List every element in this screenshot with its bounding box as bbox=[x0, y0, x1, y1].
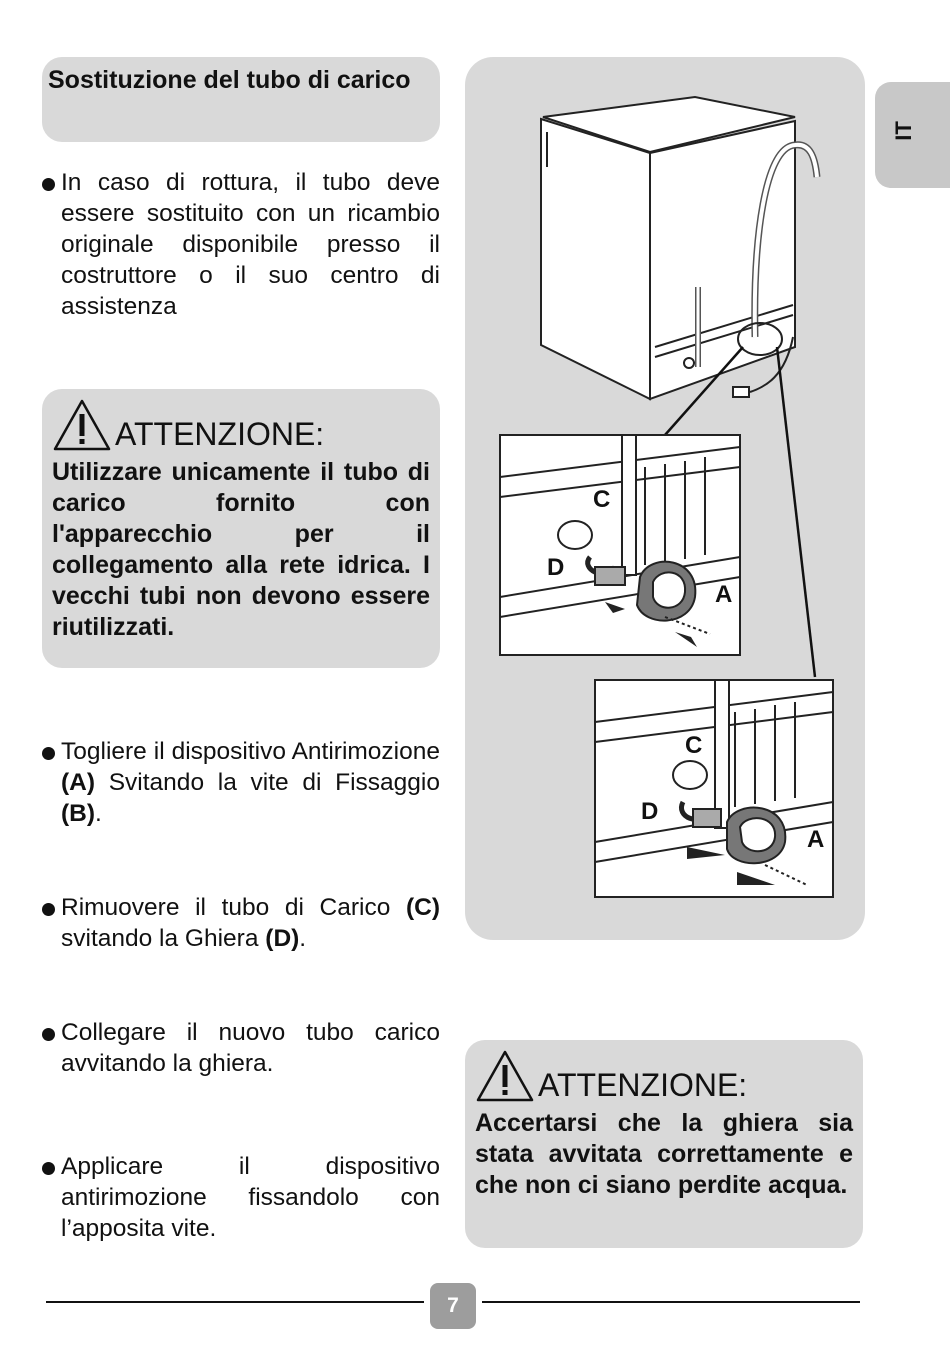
bullet-dot-icon bbox=[42, 1162, 55, 1175]
footer-rule-right bbox=[482, 1301, 860, 1303]
warning-box bbox=[42, 389, 440, 668]
installation-illustration bbox=[465, 57, 865, 940]
dishwasher-drawing bbox=[541, 97, 817, 399]
bullet-text: In caso di rottura, il tubo deve essere sostituito con un ricambio originale disponibile presso il costruttore o il suo centro di assistenza bbox=[61, 169, 440, 320]
detail-1-drawing bbox=[500, 435, 740, 655]
bullet-text: svitando la Ghiera bbox=[61, 925, 266, 952]
bullet-text: Collegare il nuovo tubo carico avvitando la ghiera. bbox=[61, 1019, 440, 1077]
warning-triangle-icon bbox=[52, 397, 112, 453]
warning-title: ATTENZIONE: bbox=[115, 416, 325, 452]
bullet-dot-icon bbox=[42, 747, 55, 760]
footer-rule-left bbox=[46, 1301, 424, 1303]
section-title: Sostituzione del tubo di carico bbox=[48, 66, 411, 94]
bullet-dot-icon bbox=[42, 903, 55, 916]
label-c-2: C bbox=[685, 732, 703, 759]
warning-title: ATTENZIONE: bbox=[538, 1067, 748, 1103]
page-number: 7 bbox=[430, 1283, 476, 1329]
warning-box bbox=[465, 1040, 863, 1248]
label-a-2: A bbox=[807, 826, 825, 853]
label-a-1: A bbox=[715, 581, 733, 608]
bullet-ref: (D) bbox=[265, 925, 300, 952]
list-item bbox=[42, 1151, 440, 1244]
bullet-text: Togliere il dispositivo Antirimozione bbox=[61, 738, 440, 765]
label-c-1: C bbox=[593, 486, 611, 513]
label-d-1: D bbox=[547, 554, 565, 581]
list-item bbox=[42, 892, 440, 954]
bullet-ref: (A) bbox=[61, 769, 96, 796]
bullet-dot-icon bbox=[42, 1028, 55, 1041]
list-item bbox=[42, 1017, 440, 1079]
bullet-text: Rimuovere il tubo di Carico bbox=[61, 894, 406, 921]
bullet-ref: (B) bbox=[61, 800, 96, 827]
language-tab bbox=[875, 82, 950, 188]
warning-text: Accertarsi che la ghiera sia stata avvitata correttamente e che non ci siano perdite acqua. bbox=[475, 1109, 853, 1199]
bullet-dot-icon bbox=[42, 178, 55, 191]
language-tab-label: IT bbox=[891, 121, 916, 141]
warning-triangle-icon bbox=[475, 1048, 535, 1104]
bullet-text: Svitando la vite di Fissaggio bbox=[95, 769, 440, 796]
bullet-text: . bbox=[299, 925, 307, 952]
bullet-text: Applicare il dispositivo antirimozione fissandolo con l’apposita vite. bbox=[61, 1153, 440, 1242]
bullet-text: . bbox=[95, 800, 102, 827]
bullet-ref: (C) bbox=[405, 894, 440, 921]
list-item bbox=[42, 167, 440, 322]
warning-text: Utilizzare unicamente il tubo di carico fornito con l'apparecchio per il collegamento alla rete idrica. I vecchi tubi non devono essere riutilizzati. bbox=[52, 458, 430, 641]
section-title-box bbox=[42, 57, 440, 142]
detail-2-drawing bbox=[595, 680, 833, 897]
list-item bbox=[42, 736, 440, 829]
label-d-2: D bbox=[641, 798, 659, 825]
